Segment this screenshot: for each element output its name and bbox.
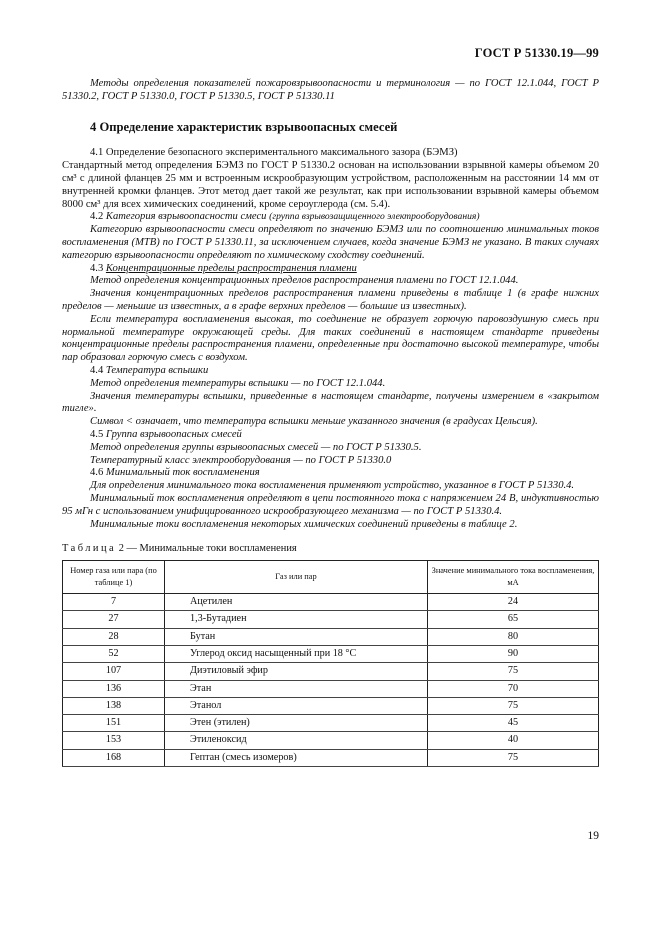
gas-name-cell: Этен (этилен) (165, 715, 428, 732)
clause-number: 4.4 (90, 364, 104, 376)
table-row (63, 749, 599, 766)
clause-title: Категория взрывоопасности смеси (105, 211, 267, 223)
ignition-current-cell: 24 (428, 594, 599, 611)
column-header-number: Номер газа или пара (по таблице 1) (63, 561, 165, 594)
clause-4-5-method: Метод определения группы взрывоопасных смесей — по ГОСТ Р 51330.5. (90, 441, 422, 453)
table-caption (62, 543, 599, 556)
gas-number-cell: 52 (63, 645, 165, 662)
intro-paragraph: Методы определения показателей пожаровзрывоопасности и терминология — по ГОСТ 12.1.044, ГОСТ Р 51330.2, ГОСТ Р 51330.0, ГОСТ Р 51330.5, ГОСТ Р 51330.11 (62, 78, 599, 102)
document-body (62, 78, 599, 767)
table-row (63, 594, 599, 611)
clause-4-5-heading (62, 429, 599, 442)
clause-4-2-heading (62, 211, 599, 224)
gas-name-cell: Этиленоксид (165, 732, 428, 749)
clause-4-1-heading: 4.1 Определение безопасного экспериментального максимального зазора (БЭМЗ) (90, 147, 458, 159)
gas-number-cell: 7 (63, 594, 165, 611)
table-row (63, 628, 599, 645)
clause-title-note: (группа взрывозащищенного электрооборудования) (269, 211, 480, 223)
min-ignition-current-table (62, 560, 599, 767)
ignition-current-cell: 90 (428, 645, 599, 662)
clause-4-3-values: Значения концентрационных пределов распространения пламени приведены в таблице 1 (в графе нижних пределов — меньшие из известных, а в графе верхних пределов — большие из известных). (62, 288, 599, 312)
clause-4-1-text: Стандартный метод определения БЭМЗ по ГОСТ Р 51330.2 основан на использовании взрывной камеры объемом 20 см³ с длиной фланцев 25 мм и встроенным искрообразующим устройством, расположенным на расстоянии 14 мм от внутренней кромки фланцев. Этот метод дает такой же результат, как при использовании взрывной камеры объемом 8000 см³ для всех химических соединений, кроме сероуглерода (см. 5.4). (62, 160, 599, 210)
ignition-current-cell: 75 (428, 697, 599, 714)
ignition-current-cell: 65 (428, 611, 599, 628)
clause-4-3-heading (62, 263, 599, 276)
clause-title: Минимальный ток воспламенения (105, 467, 260, 479)
table-row (63, 732, 599, 749)
gas-name-cell: Ацетилен (165, 594, 428, 611)
document-code-header: ГОСТ Р 51330.19—99 (474, 46, 599, 60)
clause-4-6-device: Для определения минимального тока воспламенения применяют устройство, указанное в ГОСТ Р 51330.4. (90, 480, 575, 492)
table-row (63, 697, 599, 714)
clause-number: 4.2 (90, 211, 104, 223)
table-row (63, 645, 599, 662)
clause-4-4-heading (62, 365, 599, 378)
clause-4-4-symbol: Символ < означает, что температура вспышки меньше указанного значения (в градусах Цельсия). (90, 416, 538, 428)
gas-name-cell: Этанол (165, 697, 428, 714)
column-header-gas: Газ или пар (165, 561, 428, 594)
clause-number: 4.6 (90, 467, 104, 479)
table-caption-word: Таблица (62, 543, 117, 555)
gas-name-cell: Диэтиловый эфир (165, 663, 428, 680)
table-header-row (63, 561, 599, 594)
gas-name-cell: Углерод оксид насыщенный при 18 °С (165, 645, 428, 662)
gas-number-cell: 107 (63, 663, 165, 680)
clause-4-3-note: Если температура воспламенения высокая, то соединение не образует горючую паровоздушную смесь при нормальной температуре окружающей среды. Для таких соединений в настоящем стандарте приведены концентрационные пределы распространения пламени, определенные при достаточно высокой температуре, чтобы пар образовал горючую смесь с воздухом. (62, 313, 599, 364)
ignition-current-cell: 75 (428, 663, 599, 680)
ignition-current-cell: 45 (428, 715, 599, 732)
clause-number: 4.5 (90, 428, 104, 440)
clause-title: Группа взрывоопасных смесей (105, 428, 242, 440)
gas-number-cell: 168 (63, 749, 165, 766)
ignition-current-cell: 80 (428, 628, 599, 645)
gas-name-cell: Гептан (смесь изомеров) (165, 749, 428, 766)
gas-name-cell: Бутан (165, 628, 428, 645)
ignition-current-cell: 70 (428, 680, 599, 697)
clause-title: Температура вспышки (105, 364, 209, 376)
gas-number-cell: 153 (63, 732, 165, 749)
gas-number-cell: 27 (63, 611, 165, 628)
gas-name-cell: Этан (165, 680, 428, 697)
gas-number-cell: 138 (63, 697, 165, 714)
table-row (63, 611, 599, 628)
clause-4-4-method: Метод определения температуры вспышки — по ГОСТ 12.1.044. (90, 377, 386, 389)
gas-number-cell: 28 (63, 628, 165, 645)
clause-4-6-heading (62, 467, 599, 480)
gas-number-cell: 151 (63, 715, 165, 732)
gas-name-cell: 1,3-Бутадиен (165, 611, 428, 628)
clause-title: Концентрационные пределы распространения пламени (105, 262, 357, 274)
clause-4-6-circuit: Минимальный ток воспламенения определяют в цепи постоянного тока с напряжением 24 В, индуктивностью 95 мГн с использованием унифицированного искрообразующего механизма — по ГОСТ Р 51330.4. (62, 492, 599, 517)
ignition-current-cell: 40 (428, 732, 599, 749)
table-row (63, 680, 599, 697)
table-row (63, 663, 599, 680)
table-row (63, 715, 599, 732)
column-header-current: Значение минимального тока воспламенения, мА (428, 561, 599, 594)
table-body (63, 594, 599, 767)
clause-number: 4.3 (90, 262, 104, 274)
clause-4-6-table-ref: Минимальные токи воспламенения некоторых химических соединений приведены в таблице 2. (90, 518, 518, 530)
clause-4-4-values: Значения температуры вспышки, приведенные в настоящем стандарте, получены измерением в «закрытом тигле». (62, 390, 599, 415)
table-caption-text: 2 — Минимальные токи воспламенения (118, 543, 297, 555)
ignition-current-cell: 75 (428, 749, 599, 766)
clause-4-3-method: Метод определения концентрационных пределов распространения пламени по ГОСТ 12.1.044. (90, 275, 519, 287)
clause-4-5-temp-class: Температурный класс электрооборудования — по ГОСТ Р 51330.0 (90, 454, 392, 466)
section-title: 4 Определение характеристик взрывоопасных смесей (90, 119, 398, 134)
page-number: 19 (587, 830, 599, 842)
gas-number-cell: 136 (63, 680, 165, 697)
clause-4-2-text: Категорию взрывоопасности смеси определяют по значению БЭМЗ или по соотношению минимальных токов воспламенения (МТВ) по ГОСТ Р 51330.11, за исключением случаев, когда значение БЭМЗ не указано. В таких случаях категорию взрывоопасности определяют по химическому сходству соединений. (62, 224, 599, 261)
